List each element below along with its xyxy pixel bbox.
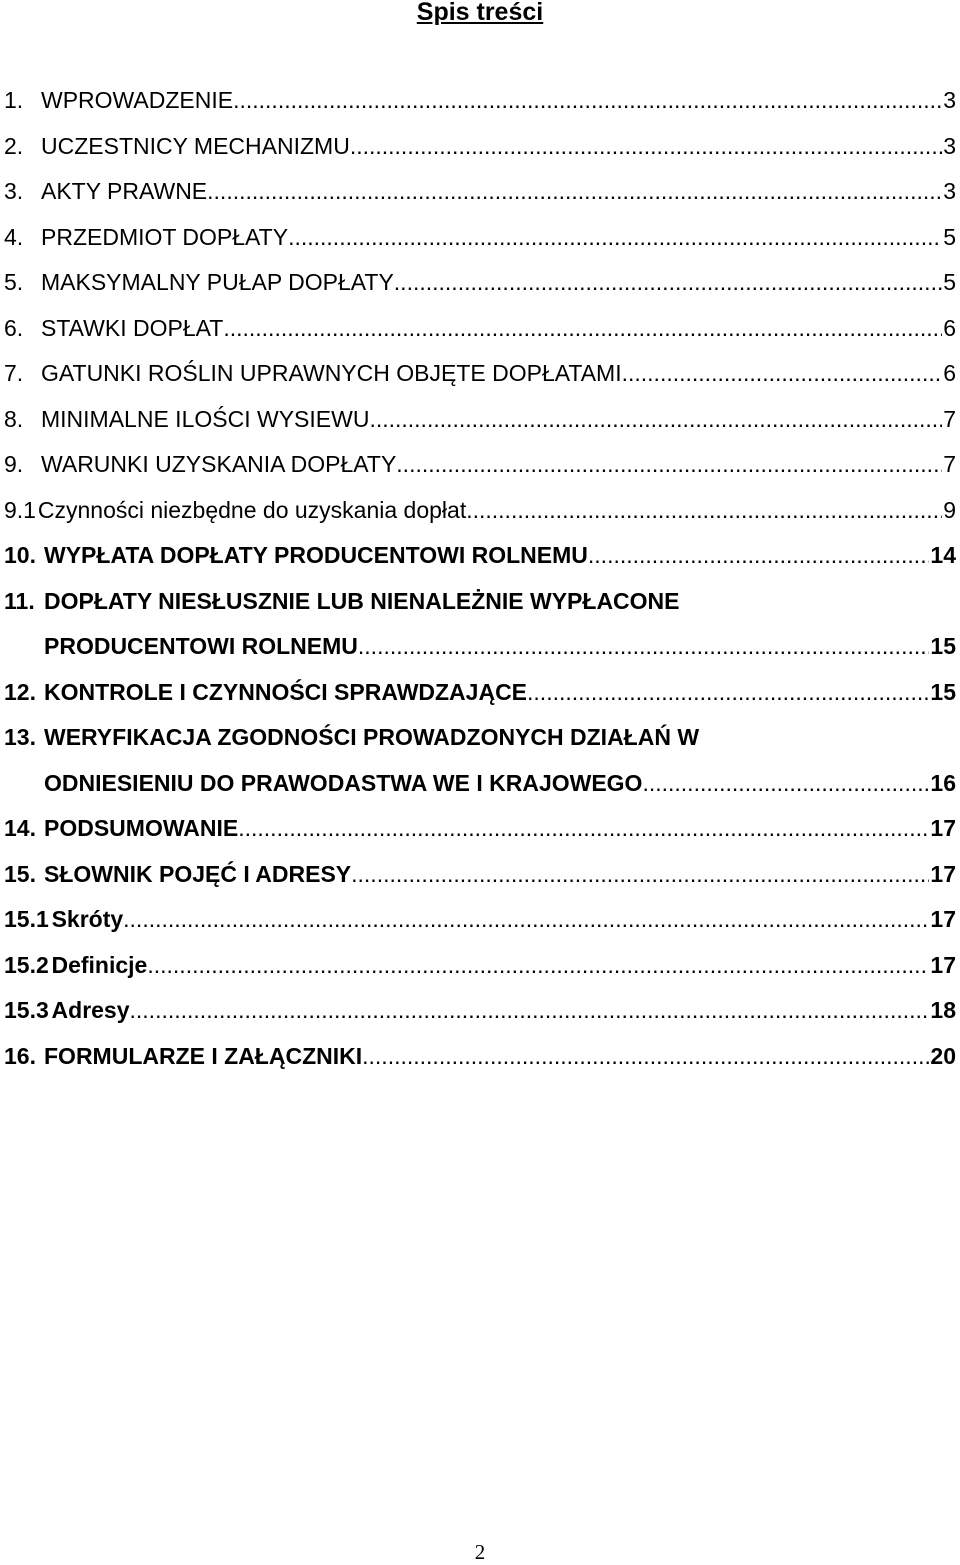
toc-entry-number: 7. xyxy=(4,360,24,386)
toc-entry-number: 8. xyxy=(4,405,24,432)
toc-entry-title: PRZEDMIOT DOPŁATY xyxy=(41,223,289,250)
dot-leader xyxy=(642,761,929,807)
dot-leader xyxy=(238,806,929,852)
toc-entry-12[interactable] xyxy=(4,670,956,716)
toc-entry-7[interactable] xyxy=(4,351,956,397)
toc-entry-10[interactable] xyxy=(4,533,956,579)
toc-entry-number: 4. xyxy=(4,223,24,250)
dot-leader xyxy=(394,260,942,306)
toc-entry-title: Definicje xyxy=(51,951,148,978)
dot-leader xyxy=(130,988,930,1034)
toc-entry-page: 3 xyxy=(943,87,956,113)
table-of-contents xyxy=(4,78,956,1079)
toc-entry-14[interactable] xyxy=(4,806,956,852)
toc-entry-page: 9 xyxy=(943,496,956,523)
toc-entry-title-line2: PRODUCENTOWI ROLNEMU xyxy=(44,633,358,659)
toc-entry-9[interactable] xyxy=(4,442,956,488)
toc-entry-number: 2. xyxy=(4,132,24,159)
toc-entry-title-line1: DOPŁATY NIESŁUSZNIE LUB NIENALEŻNIE WYPŁACONE xyxy=(44,587,680,614)
toc-entry-page: 15 xyxy=(930,678,956,705)
toc-entry-13[interactable] xyxy=(4,715,956,806)
toc-entry-number: 14. xyxy=(4,815,36,841)
toc-entry-15[interactable] xyxy=(4,852,956,898)
toc-entry-title: FORMULARZE I ZAŁĄCZNIKI xyxy=(44,1042,363,1069)
toc-entry-title: AKTY PRAWNE xyxy=(41,178,208,204)
dot-leader xyxy=(351,852,929,898)
toc-entry-page: 17 xyxy=(930,906,956,932)
toc-entry-title: KONTROLE I CZYNNOŚCI SPRAWDZAJĄCE xyxy=(44,678,528,705)
toc-entry-page: 5 xyxy=(943,269,956,295)
page-number: 2 xyxy=(474,1540,486,1564)
toc-entry-title: Adresy xyxy=(51,997,130,1023)
toc-entry-number: 13. xyxy=(4,724,36,750)
toc-entry-1[interactable] xyxy=(4,78,956,124)
toc-entry-number: 10. xyxy=(4,542,36,568)
toc-entry-title: SŁOWNIK POJĘĆ I ADRESY xyxy=(44,860,352,887)
toc-entry-title-line2: ODNIESIENIU DO PRAWODASTWA WE I KRAJOWEGO xyxy=(44,769,643,796)
toc-entry-5[interactable] xyxy=(4,260,956,306)
toc-entry-number: 15.3 xyxy=(4,997,49,1023)
toc-entry-8[interactable] xyxy=(4,397,956,443)
dot-leader xyxy=(233,78,942,124)
dot-leader xyxy=(622,351,943,397)
toc-entry-page: 20 xyxy=(930,1042,956,1069)
toc-entry-15-3[interactable] xyxy=(4,988,956,1034)
toc-entry-15-2[interactable] xyxy=(4,943,956,989)
toc-entry-9-1[interactable] xyxy=(4,488,956,534)
toc-entry-number: 15.2 xyxy=(4,951,49,978)
toc-entry-number: 6. xyxy=(4,314,24,341)
toc-entry-page: 3 xyxy=(943,132,956,159)
toc-entry-15-1[interactable] xyxy=(4,897,956,943)
toc-entry-title: MINIMALNE ILOŚCI WYSIEWU xyxy=(41,405,370,432)
toc-entry-page: 7 xyxy=(943,405,956,432)
dot-leader xyxy=(466,488,942,534)
toc-entry-page: 18 xyxy=(930,997,956,1023)
dot-leader xyxy=(288,215,942,261)
toc-entry-6[interactable] xyxy=(4,306,956,352)
toc-entry-title: MAKSYMALNY PUŁAP DOPŁATY xyxy=(41,269,394,295)
toc-entry-page: 17 xyxy=(930,951,956,978)
toc-entry-4[interactable] xyxy=(4,215,956,261)
toc-entry-title: PODSUMOWANIE xyxy=(44,815,239,841)
toc-entry-title: STAWKI DOPŁAT xyxy=(41,314,224,341)
toc-entry-title: WYPŁATA DOPŁATY PRODUCENTOWI ROLNEMU xyxy=(44,542,588,568)
toc-entry-3[interactable] xyxy=(4,169,956,215)
toc-entry-page: 16 xyxy=(930,769,956,796)
toc-entry-page: 17 xyxy=(930,860,956,887)
dot-leader xyxy=(396,442,942,488)
toc-entry-title: WPROWADZENIE xyxy=(41,87,234,113)
toc-entry-title: UCZESTNICY MECHANIZMU xyxy=(41,132,350,159)
toc-entry-page: 7 xyxy=(943,451,956,477)
dot-leader xyxy=(123,897,929,943)
toc-entry-number: 15.1 xyxy=(4,906,49,932)
toc-entry-page: 3 xyxy=(943,178,956,204)
toc-entry-page: 6 xyxy=(943,360,956,386)
toc-entry-number: 5. xyxy=(4,269,24,295)
toc-entry-number: 9.1 xyxy=(4,496,36,523)
dot-leader xyxy=(147,943,929,989)
dot-leader xyxy=(362,1034,929,1080)
dot-leader xyxy=(527,670,929,716)
toc-entry-title: WARUNKI UZYSKANIA DOPŁATY xyxy=(41,451,397,477)
dot-leader xyxy=(223,306,942,352)
dot-leader xyxy=(350,124,942,170)
dot-leader xyxy=(358,624,930,670)
toc-entry-page: 15 xyxy=(930,633,956,659)
dot-leader xyxy=(207,169,942,215)
toc-entry-2[interactable] xyxy=(4,124,956,170)
dot-leader xyxy=(369,397,942,443)
toc-entry-number: 1. xyxy=(4,87,24,113)
toc-entry-page: 14 xyxy=(930,542,956,568)
toc-entry-number: 11. xyxy=(4,587,35,614)
toc-entry-number: 12. xyxy=(4,678,36,705)
toc-title: Spis treści xyxy=(416,0,544,26)
toc-entry-page: 6 xyxy=(943,314,956,341)
toc-entry-page: 17 xyxy=(930,815,956,841)
dot-leader xyxy=(588,533,930,579)
toc-entry-11[interactable] xyxy=(4,579,956,670)
toc-entry-number: 15. xyxy=(4,860,36,887)
toc-entry-number: 3. xyxy=(4,178,24,204)
toc-entry-title: Czynności niezbędne do uzyskania dopłat xyxy=(37,496,467,523)
toc-entry-page: 5 xyxy=(943,223,956,250)
toc-entry-number: 9. xyxy=(4,451,24,477)
toc-entry-title: GATUNKI ROŚLIN UPRAWNYCH OBJĘTE DOPŁATAMI xyxy=(41,360,622,386)
toc-entry-16[interactable] xyxy=(4,1034,956,1080)
toc-entry-title: Skróty xyxy=(51,906,124,932)
toc-entry-number: 16. xyxy=(4,1042,36,1069)
toc-entry-title-line1: WERYFIKACJA ZGODNOŚCI PROWADZONYCH DZIAŁAŃ W xyxy=(44,724,700,750)
